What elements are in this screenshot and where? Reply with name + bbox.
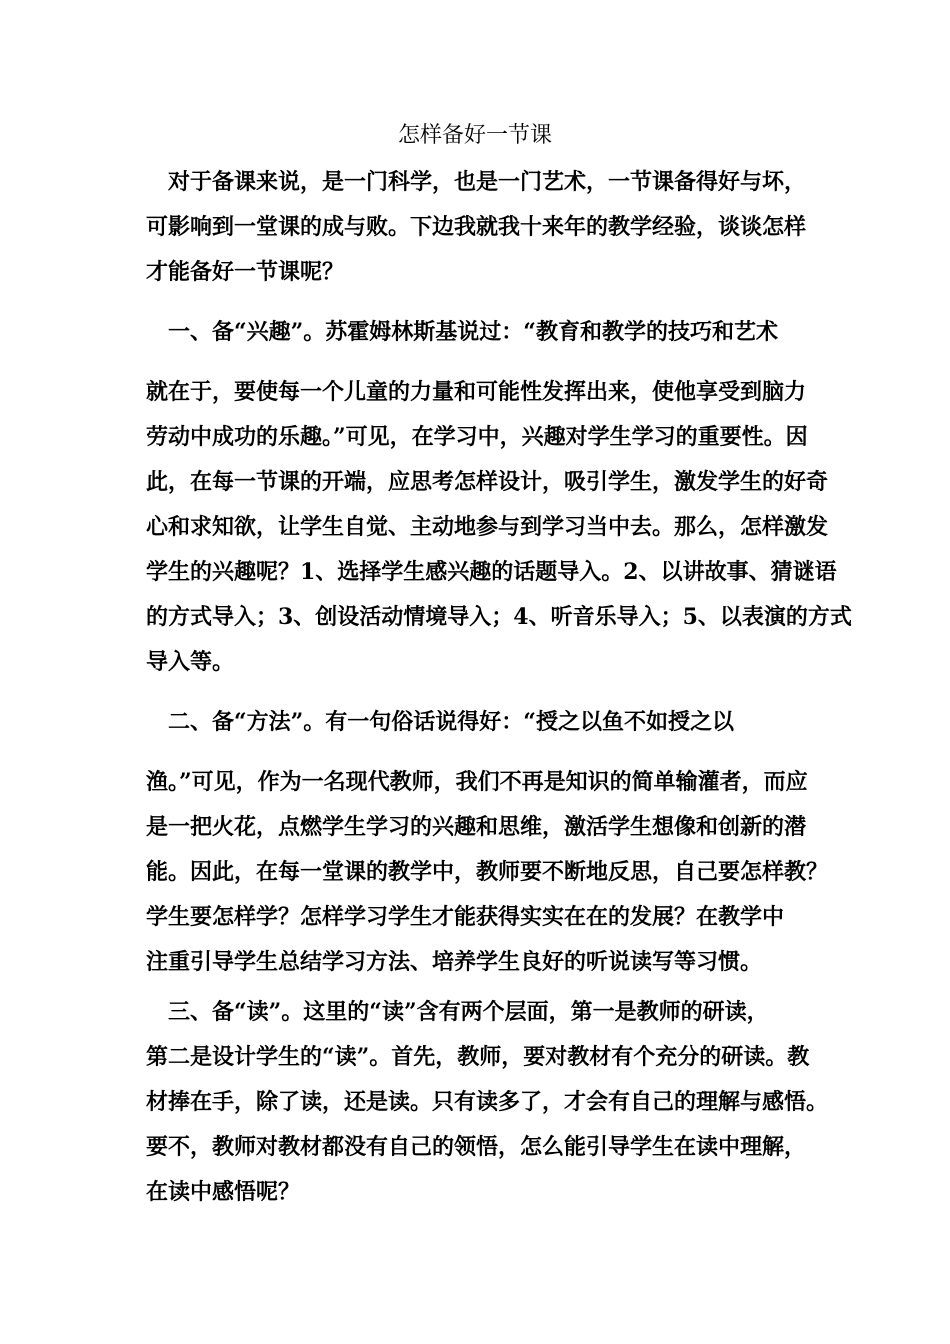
text-line: 第二是设计学生的“读”。首先，教师，要对教材有个充分的研读。教 [146, 1044, 810, 1070]
text-line: 三、备“读”。这里的“读”含有两个层面，第一是教师的研读， [146, 999, 769, 1025]
text-line: 在读中感悟呢？ [146, 1179, 301, 1205]
text-line: 的方式导入；3、创设活动情境导入；4、听音乐导入；5、以表演的方式 [146, 604, 852, 630]
text-line: 就在于，要使每一个儿童的力量和可能性发挥出来，使他享受到脑力 [146, 379, 807, 405]
text-line: 可影响到一堂课的成与败。下边我就我十来年的教学经验，谈谈怎样 [146, 214, 807, 240]
text-line: 渔。”可见，作为一名现代教师，我们不再是知识的简单输灌者，而应 [146, 769, 808, 795]
document-title: 怎样备好一节课 [397, 123, 552, 148]
text-line: 心和求知欲，让学生自觉、主动地参与到学习当中去。那么，怎样激发 [146, 514, 829, 540]
text-line: 注重引导学生总结学习方法、培养学生良好的听说读写等习惯。 [146, 949, 763, 975]
text-line: 是一把火花，点燃学生学习的兴趣和思维，激活学生想像和创新的潜 [146, 814, 807, 840]
text-line: 才能备好一节课呢？ [146, 259, 345, 285]
text-line: 要不，教师对教材都没有自己的领悟，怎么能引导学生在读中理解， [146, 1134, 807, 1160]
text-line: 学生的兴趣呢？1、选择学生感兴趣的话题导入。2、以讲故事、猜谜语 [146, 559, 837, 585]
text-line: 此，在每一节课的开端，应思考怎样设计，吸引学生，激发学生的好奇 [146, 469, 829, 495]
text-line: 能。因此，在每一堂课的教学中，教师要不断地反思，自己要怎样教？ [146, 859, 829, 885]
text-line: 一、备“兴趣”。苏霍姆林斯基说过：“教育和教学的技巧和艺术 [146, 319, 778, 345]
text-line: 材捧在手，除了读，还是读。只有读多了，才会有自己的理解与感悟。 [146, 1089, 829, 1115]
text-line: 劳动中成功的乐趣。”可见，在学习中，兴趣对学生学习的重要性。因 [146, 424, 808, 450]
text-line: 导入等。 [146, 649, 235, 675]
text-line: 对于备课来说，是一门科学，也是一门艺术，一节课备得好与坏， [146, 169, 807, 195]
text-line: 二、备“方法”。有一句俗话说得好：“授之以鱼不如授之以 [146, 709, 734, 735]
text-line: 学生要怎样学？怎样学习学生才能获得实实在在的发展？在教学中 [146, 904, 785, 930]
